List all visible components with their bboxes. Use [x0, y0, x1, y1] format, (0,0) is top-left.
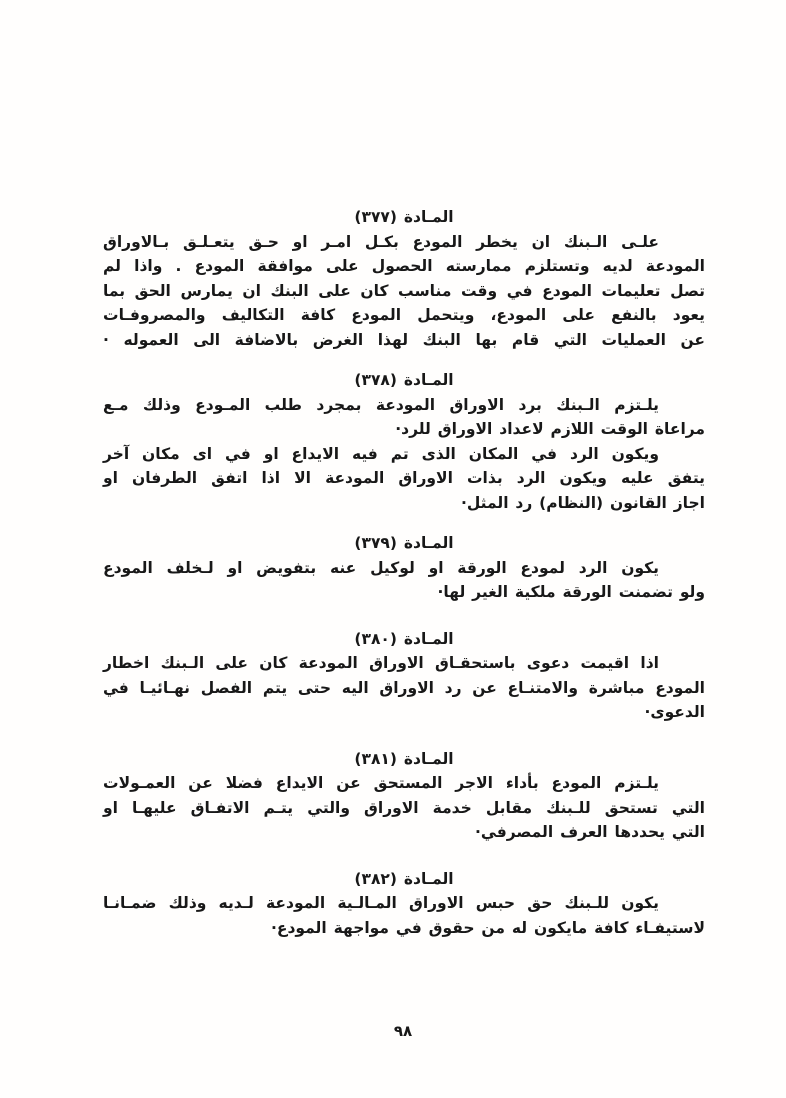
article-line: لاستيفـاء كافة مايكون له من حقوق في مواجهة المودع·	[271, 918, 705, 937]
article-381	[103, 747, 705, 845]
article-line: المودعة لديه وتستلزم ممارسته الحصول على موافقة المودع . واذا لم	[103, 257, 705, 275]
article-line: يلـتزم الـبنك برد الاوراق المودعة بمجرد طلب المـودع وذلك مـع	[103, 395, 659, 414]
article-heading: المـادة (٣٧٧)	[354, 208, 454, 226]
article-line: المودع مباشرة والامتنـاع عن رد الاوراق اليه حتى يتم الفصل نهـائيـا في	[103, 678, 705, 697]
article-378	[103, 368, 705, 515]
article-380	[103, 627, 705, 725]
article-line: التي تستحق للـبنك مقابل خدمة الاوراق والتي يتـم الاتفـاق عليهـا او	[103, 798, 705, 817]
article-line: عن العمليات التي قام بها البنك لهذا الغرض بالاضافة الى العموله ·	[103, 330, 705, 349]
article-line: التي يحددها العرف المصرفي·	[475, 823, 705, 841]
article-line: يكون الرد لمودع الورقة او لوكيل عنه بتفويض او لـخلف المودع	[103, 558, 659, 577]
article-line: يلـتزم المودع بأداء الاجر المستحق عن الايداع فضلا عن العمـولات	[103, 774, 659, 792]
article-heading: المـادة (٣٨١)	[354, 749, 454, 768]
article-line: يعود بالنفع على المودع، ويتحمل المودع كافة التكاليف والمصروفـات	[103, 306, 705, 324]
article-382	[103, 867, 705, 941]
article-heading: المـادة (٣٨٢)	[354, 869, 454, 888]
article-line: ويكون الرد في المكان الذى تم فيه الايداع او في اى مكان آخر	[103, 444, 659, 463]
page-number: ٩٨	[393, 1022, 413, 1040]
article-377	[103, 205, 705, 352]
article-line: يكون للـبنك حق حبس الاوراق المـالـية المودعة لـديه وذلك ضمـانـا	[103, 894, 659, 912]
article-line: تصل تعليمات المودع في وقت مناسب كان على البنك ان يمارس الحق بما	[103, 281, 705, 300]
article-line: الدعوى·	[644, 703, 705, 721]
article-line: اذا اقيمت دعوى باستحقـاق الاوراق المودعة كان على الـبنك اخطار	[103, 654, 659, 672]
page-content	[103, 205, 705, 940]
article-line: اجاز القانون (النظام) رد المثل·	[460, 493, 705, 512]
article-heading: المـادة (٣٧٨)	[354, 371, 454, 389]
article-line: ولو تضمنت الورقة ملكية الغير لها·	[437, 583, 705, 601]
article-379	[103, 531, 705, 605]
article-heading: المـادة (٣٧٩)	[354, 534, 454, 552]
article-heading: المـادة (٣٨٠)	[354, 629, 454, 648]
article-line: علـى الـبنك ان يخطر المودع بكـل امـر او حـق يتعـلـق بـالاوراق	[103, 232, 659, 251]
article-line: مراعاة الوقت اللازم لاعداد الاوراق للرد·	[395, 420, 705, 438]
article-line: يتفق عليه ويكون الرد بذات الاوراق المودعة الا اذا اتفق الطرفان او	[103, 469, 705, 487]
